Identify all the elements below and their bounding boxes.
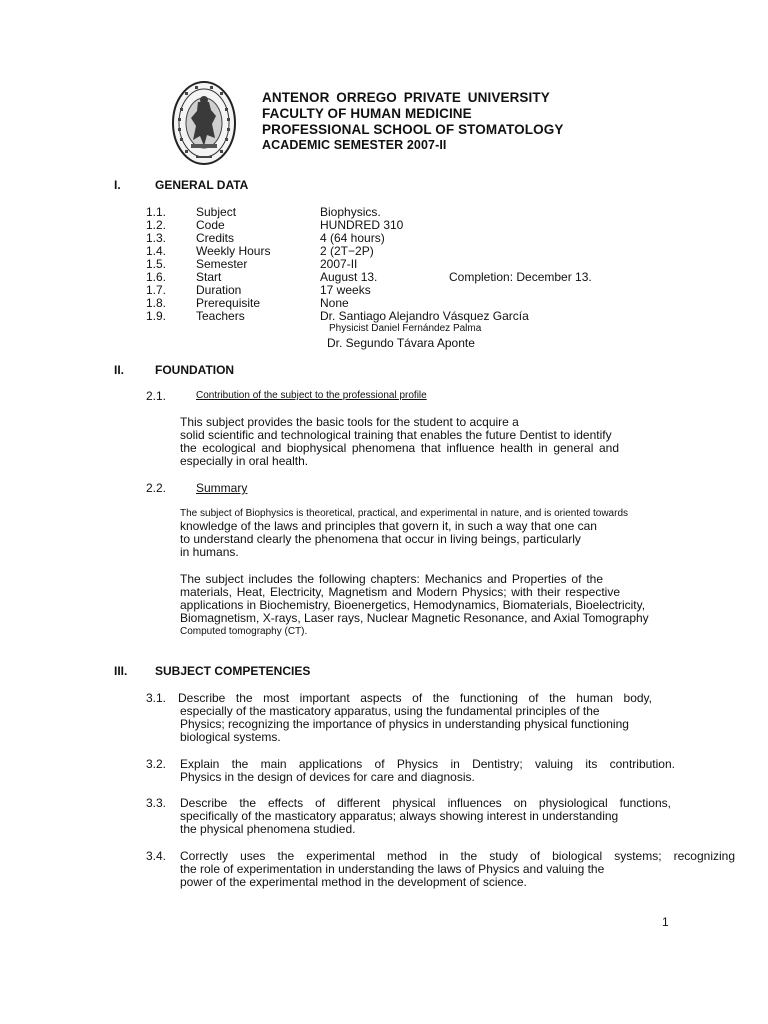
- subsection-number: 2.2.: [146, 481, 167, 495]
- university-name: ANTENOR ORREGO PRIVATE UNIVERSITY: [262, 90, 550, 105]
- paragraph-line: in humans.: [180, 545, 239, 559]
- competency-line: biological systems.: [180, 730, 281, 744]
- data-row-label: Start: [196, 270, 222, 284]
- academic-semester: ACADEMIC SEMESTER 2007-II: [262, 138, 447, 152]
- competency-line: Describe the most important aspects of the functioning of the human body,: [178, 691, 652, 705]
- page-number: 1: [662, 915, 669, 929]
- data-row-label: Prerequisite: [196, 296, 261, 310]
- data-row-value: August 13.: [320, 270, 378, 284]
- data-row-number: 1.6.: [146, 270, 167, 284]
- data-row-value: Dr. Santiago Alejandro Vásquez García: [320, 309, 529, 323]
- competency-line: the role of experimentation in understanding the laws of Physics and valuing the: [180, 862, 605, 876]
- data-row-number: 1.4.: [146, 244, 167, 258]
- data-row-value: 17 weeks: [320, 283, 371, 297]
- paragraph-line: knowledge of the laws and principles that govern it, in such a way that one can: [180, 519, 597, 533]
- faculty-name: FACULTY OF HUMAN MEDICINE: [262, 106, 472, 121]
- paragraph-line: Computed tomography (CT).: [180, 626, 308, 637]
- data-row-label: Teachers: [196, 309, 245, 323]
- paragraph-line: applications in Biochemistry, Bioenergetics, Hemodynamics, Biomaterials, Bioelectricity,: [180, 598, 646, 612]
- competency-number: 3.2.: [146, 757, 167, 771]
- competency-line: Physics in the design of devices for care and diagnosis.: [180, 770, 475, 784]
- paragraph-line: Biomagnetism, X-rays, Laser rays, Nuclear Magnetic Resonance, and Axial Tomography: [180, 611, 649, 625]
- subsection-title: Summary: [196, 481, 248, 495]
- subsection-number: 2.1.: [146, 389, 167, 403]
- competency-line: Explain the main applications of Physics in Dentistry; valuing its contribution.: [180, 757, 675, 771]
- data-row-value: Biophysics.: [320, 205, 381, 219]
- section-number: II.: [114, 363, 125, 377]
- data-row-label: Duration: [196, 283, 242, 297]
- section-number: III.: [114, 664, 128, 678]
- data-row-value: 2 (2T−2P): [320, 244, 374, 258]
- data-row-number: 1.2.: [146, 218, 167, 232]
- data-row-label: Credits: [196, 231, 235, 245]
- section-title: GENERAL DATA: [155, 178, 249, 192]
- data-row-number: 1.5.: [146, 257, 167, 271]
- paragraph-line: The subject of Biophysics is theoretical, practical, and experimental in nature, and is oriented towards: [180, 508, 629, 519]
- paragraph-line: the ecological and biophysical phenomena that influence health in general and: [180, 441, 619, 455]
- competency-line: specifically of the masticatory apparatus; always showing interest in understanding: [180, 809, 619, 823]
- data-row-value: 4 (64 hours): [320, 231, 385, 245]
- competency-line: especially of the masticatory apparatus, using the fundamental principles of the: [180, 704, 600, 718]
- data-row-label: Code: [196, 218, 225, 232]
- competency-line: the physical phenomena studied.: [180, 822, 356, 836]
- data-row-number: 1.9.: [146, 309, 167, 323]
- subsection-title: Contribution of the subject to the professional profile: [196, 390, 427, 401]
- data-row-value: 2007-II: [320, 257, 358, 271]
- paragraph-line: This subject provides the basic tools for the student to acquire a: [180, 415, 519, 429]
- competency-line: Physics; recognizing the importance of physics in understanding physical functioning: [180, 717, 629, 731]
- data-row-number: 1.3.: [146, 231, 167, 245]
- competency-line: power of the experimental method in the development of science.: [180, 875, 527, 889]
- data-row-number: 1.7.: [146, 283, 167, 297]
- teacher-name: Dr. Segundo Távara Aponte: [327, 336, 475, 350]
- data-row-label: Weekly Hours: [196, 244, 271, 258]
- section-number: I.: [114, 178, 121, 192]
- competency-number: 3.3.: [146, 796, 167, 810]
- data-row-number: 1.8.: [146, 296, 167, 310]
- school-name: PROFESSIONAL SCHOOL OF STOMATOLOGY: [262, 122, 564, 137]
- paragraph-line: solid scientific and technological training that enables the future Dentist to identify: [180, 428, 612, 442]
- university-seal-logo: [171, 80, 237, 166]
- teacher-name: Physicist Daniel Fernández Palma: [329, 323, 482, 334]
- data-row-value: HUNDRED 310: [320, 218, 404, 232]
- paragraph-line: materials, Heat, Electricity, Magnetism and Modern Physics; with their respective: [180, 585, 620, 599]
- competency-number: 3.4.: [146, 849, 167, 863]
- section-title: SUBJECT COMPETENCIES: [155, 664, 311, 678]
- data-row-value: None: [320, 296, 349, 310]
- data-row-label: Subject: [196, 205, 237, 219]
- competency-line: Describe the effects of different physical influences on physiological functions,: [180, 796, 671, 810]
- completion-date: Completion: December 13.: [449, 270, 592, 284]
- competency-line: Correctly uses the experimental method in the study of biological systems; recognizing: [180, 849, 735, 863]
- data-row-number: 1.1.: [146, 205, 167, 219]
- section-title: FOUNDATION: [155, 363, 235, 377]
- paragraph-line: The subject includes the following chapters: Mechanics and Properties of the: [180, 572, 603, 586]
- data-row-label: Semester: [196, 257, 248, 271]
- paragraph-line: to understand clearly the phenomena that occur in living beings, particularly: [180, 532, 581, 546]
- competency-number: 3.1.: [146, 691, 167, 705]
- paragraph-line: especially in oral health.: [180, 454, 309, 468]
